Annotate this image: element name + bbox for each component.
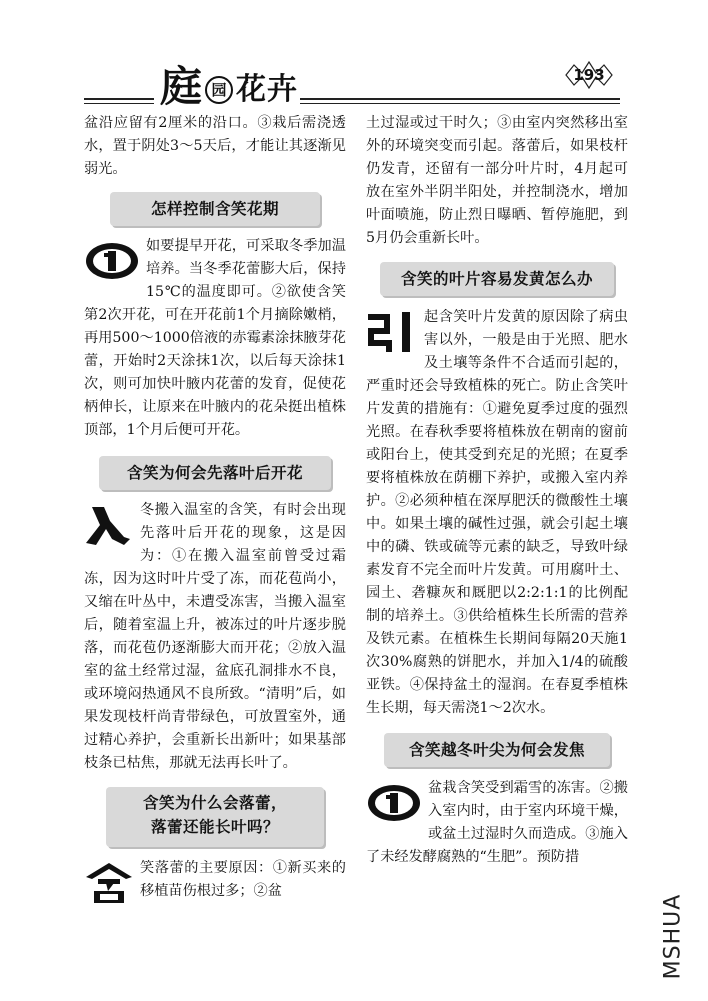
left-column <box>84 112 346 905</box>
header-rule-left <box>84 98 154 100</box>
yellow-leaves-text: 起含笑叶片发黄的原因除了病虫害以外，一般是由于光照、肥水及土壤等条件不合适而引起的，严重时还会导致植株的死亡。防止含笑叶片发黄的措施有：①避免夏季过度的强烈光照。在春秋季要将植株放在朝南的窗前或阳台上，使其受到充足的光照；在夏季要将植株放在荫棚下养护，或搬入室内养护。②必须种植在深厚肥沃的微酸性土壤中。如果土壤的碱性过强，就会引起土壤中的磷、铁或硫等元素的缺乏，导致叶绿素发育不完全而叶片发黄。可用腐叶土、园土、砻糠灰和厩肥以2:2:1:1的比例配制的培养土。③供给植株生长所需的营养及铁元素。在植株生长期间每隔20天施1次30%腐熟的饼肥水，并加入1/4的硫酸亚铁。④保持盆土的湿润。在春夏季植株生长期，每天需浇1～2次水。 <box>366 309 628 716</box>
title-huahui: 花卉 <box>236 72 299 107</box>
section-body-bud-drop <box>84 857 346 903</box>
watermark: MSHUA <box>660 893 686 980</box>
drop-cap-yin-glyph <box>366 310 418 354</box>
page-number: 193 <box>573 66 605 84</box>
section-body-yellow-leaves <box>366 306 628 720</box>
drop-cap-han-glyph <box>84 861 134 905</box>
section-heading-flowering-control: 怎样控制含笑花期 <box>110 192 320 226</box>
section-heading-yellow-leaves: 含笑的叶片容易发黄怎么办 <box>380 262 614 296</box>
right-column <box>366 112 628 869</box>
section-body-leaf-drop-before-flower <box>84 499 346 775</box>
section-heading-scorched-tips: 含笑越冬叶尖为何会发焦 <box>384 733 610 767</box>
scorched-tips-text: 盆栽含笑受到霜雪的冻害。②搬入室内时，由于室内环境干燥，或盆土过湿时久而造成。③施入了未经发酵腐熟的“生肥”。预防措 <box>366 780 628 865</box>
leaf-drop-text: 冬搬入温室的含笑，有时会出现先落叶后开花的现象，这是因为：①在搬入温室前曾受过霜冻，因为这时叶片受了冻，而花苞尚小，又缩在叶丛中，未遭受冻害，当搬入温室后，随着室温上升，被冻过的叶片逐步脱落，而花苞仍逐渐膨大而开花；②放入温室的盆土经常过湿，盆底孔洞排水不良，或环境闷热通风不良所致。“清明”后，如果发现枝杆尚青带绿色，可放置室外，通过精心养护，会重新长出新叶；如果基部枝条已枯焦，那就无法再长叶了。 <box>84 502 346 771</box>
section-heading-leaf-drop-before-flower: 含笑为何会先落叶后开花 <box>99 456 331 490</box>
section-body-flowering-control <box>84 235 346 442</box>
title-char-yuan-circled: 园 <box>205 76 233 104</box>
title-char-ting: 庭 <box>160 62 203 111</box>
section-body-scorched-tips <box>366 777 628 869</box>
flowering-control-text: 如要提早开花，可采取冬季加温培养。当冬季花蕾膨大后，保持15℃的温度即可。②欲使含笑第2次开花，可在开花前1个月摘除嫩梢，再用500～1000倍液的赤霉素涂抹腋芽花蕾，开始时2天涂抹1次，以后每天涂抹1次，则可加快叶腋内花蕾的发育，促使花柄伸长，让原来在叶腋内的花朵挺出植株顶部，1个月后便可开花。 <box>84 238 346 438</box>
right-intro-paragraph: 土过湿或过干时久；③由室内突然移出室外的环境突变而引起。落蕾后，如果枝杆仍发青，还留有一部分叶片时，4月起可放在室外半阴半阳处，并控制浇水，增加叶面喷施，防止烈日曝晒、暂停施肥，到5月仍会重新长叶。 <box>366 115 628 246</box>
bud-drop-text: 笑落蕾的主要原因：①新买来的移植苗伤根过多；②盆 <box>140 860 346 899</box>
section-heading-bud-drop: 含笑为什么会落蕾， 落蕾还能长叶吗？ <box>106 787 324 847</box>
drop-cap-circled-one-icon <box>84 239 140 283</box>
drop-cap-circled-one-icon-2 <box>366 781 422 825</box>
header-rule-left-thin <box>84 103 154 104</box>
section-title <box>160 62 298 110</box>
left-intro-paragraph: 盆沿应留有2厘米的沿口。③栽后需浇透水，置于阴处3～5天后，才能让其逐渐见弱光。 <box>84 115 346 177</box>
header-rule-right-thin <box>300 103 620 104</box>
drop-cap-ru-glyph <box>84 503 134 547</box>
header-rule-right <box>300 98 620 100</box>
